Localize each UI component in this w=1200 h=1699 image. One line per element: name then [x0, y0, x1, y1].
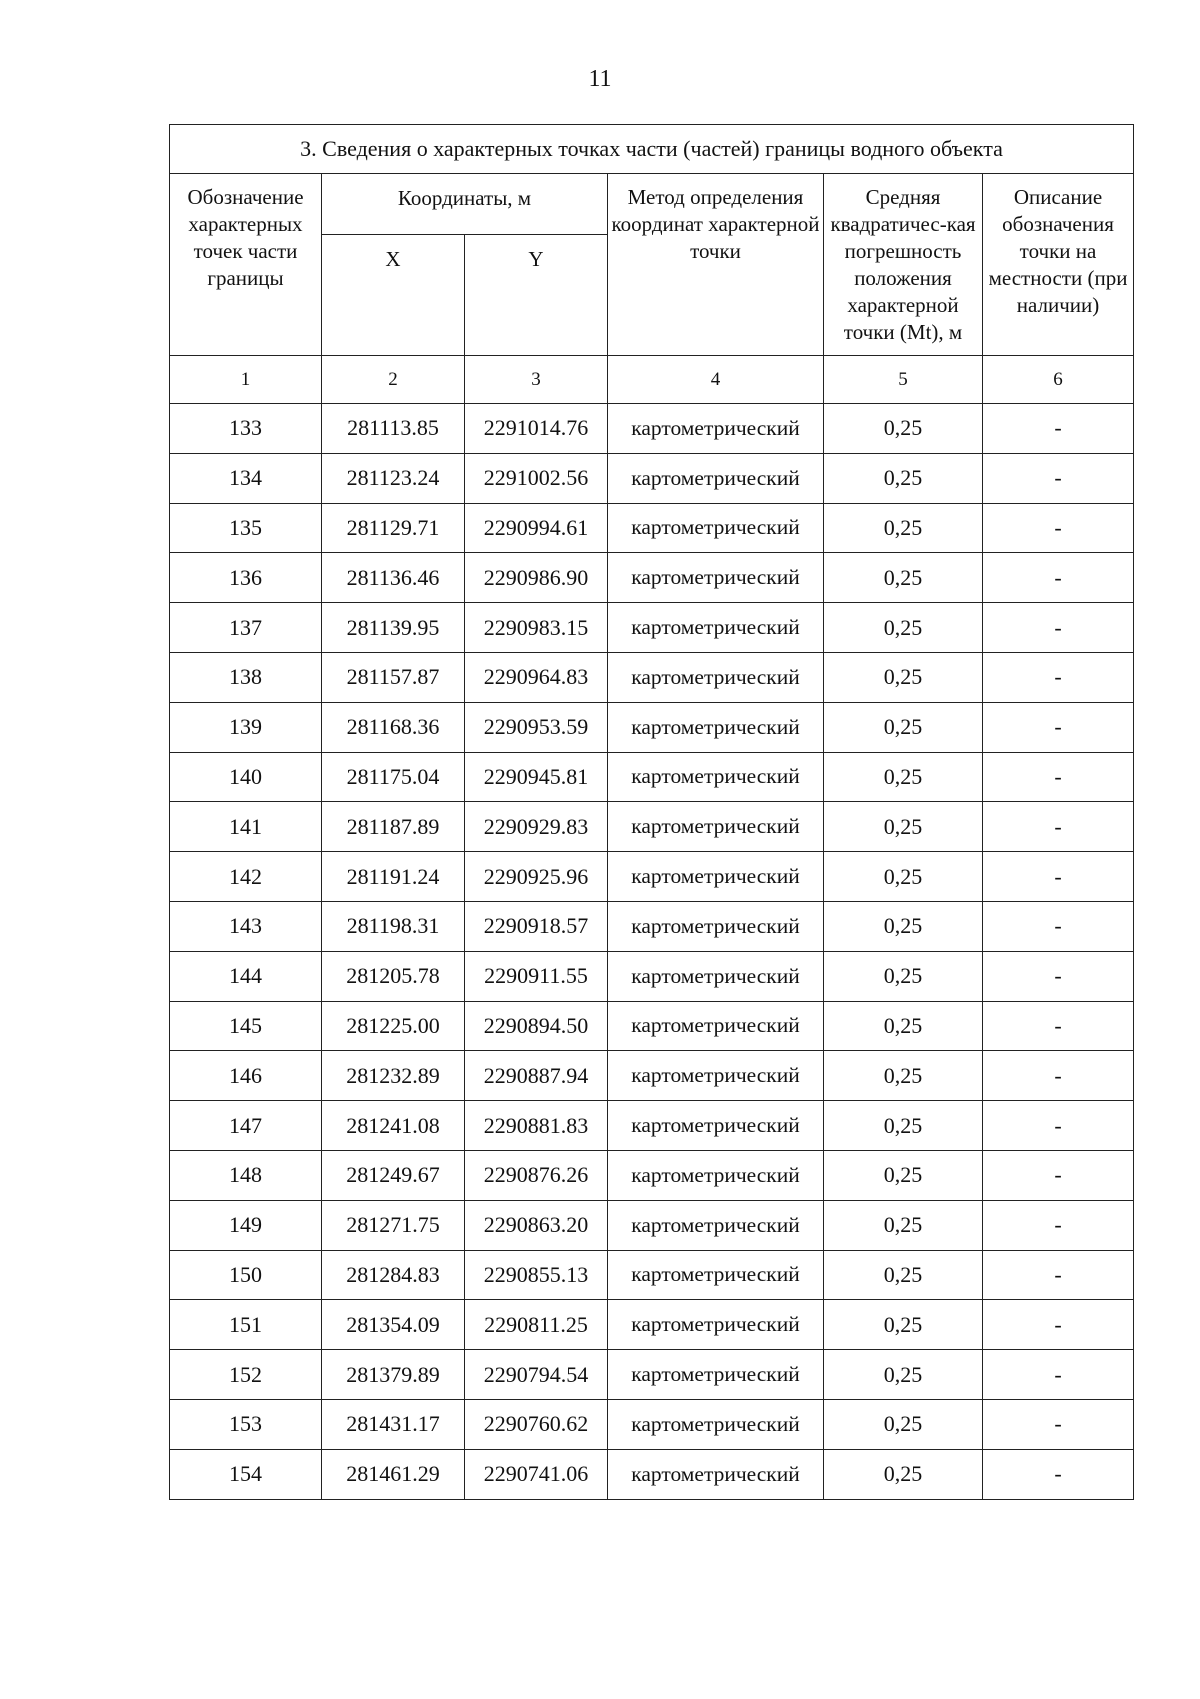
cell-x: 281354.09: [322, 1300, 465, 1350]
table-row: [170, 951, 1134, 1001]
boundary-points-table: [169, 124, 1134, 1500]
cell-x: 281168.36: [322, 702, 465, 752]
table-row: [170, 603, 1134, 653]
header-x: X: [322, 235, 465, 356]
cell-error: 0,25: [824, 553, 983, 603]
cell-error: 0,25: [824, 603, 983, 653]
cell-x: 281461.29: [322, 1449, 465, 1499]
cell-y: 2290855.13: [465, 1250, 608, 1300]
cell-point: 151: [170, 1300, 322, 1350]
cell-method: картометрический: [608, 404, 824, 454]
cell-y: 2291002.56: [465, 453, 608, 503]
table-row: [170, 901, 1134, 951]
cell-x: 281123.24: [322, 453, 465, 503]
cell-point: 141: [170, 802, 322, 852]
table-row: [170, 702, 1134, 752]
cell-y: 2290925.96: [465, 852, 608, 902]
cell-error: 0,25: [824, 503, 983, 553]
column-number: 6: [983, 356, 1134, 404]
cell-method: картометрический: [608, 901, 824, 951]
cell-error: 0,25: [824, 404, 983, 454]
cell-y: 2290994.61: [465, 503, 608, 553]
cell-point: 134: [170, 453, 322, 503]
cell-error: 0,25: [824, 453, 983, 503]
table-row: [170, 404, 1134, 454]
cell-error: 0,25: [824, 1350, 983, 1400]
cell-method: картометрический: [608, 1051, 824, 1101]
cell-description: -: [983, 1051, 1134, 1101]
cell-point: 145: [170, 1001, 322, 1051]
column-number-row: [170, 356, 1134, 404]
cell-x: 281205.78: [322, 951, 465, 1001]
cell-error: 0,25: [824, 1101, 983, 1151]
cell-y: 2290741.06: [465, 1449, 608, 1499]
cell-x: 281225.00: [322, 1001, 465, 1051]
table-row: [170, 802, 1134, 852]
cell-method: картометрический: [608, 1399, 824, 1449]
cell-point: 146: [170, 1051, 322, 1101]
header-error: Средняя квадратичес-кая погрешность положения характерной точки (Mt), м: [824, 174, 983, 356]
cell-error: 0,25: [824, 1001, 983, 1051]
cell-description: -: [983, 553, 1134, 603]
cell-description: -: [983, 802, 1134, 852]
cell-description: -: [983, 603, 1134, 653]
cell-method: картометрический: [608, 1101, 824, 1151]
cell-method: картометрический: [608, 702, 824, 752]
column-number: 5: [824, 356, 983, 404]
table-body: [170, 356, 1134, 1500]
table-row: [170, 752, 1134, 802]
cell-method: картометрический: [608, 503, 824, 553]
cell-error: 0,25: [824, 1051, 983, 1101]
cell-error: 0,25: [824, 901, 983, 951]
cell-description: -: [983, 1001, 1134, 1051]
cell-y: 2290863.20: [465, 1200, 608, 1250]
cell-description: -: [983, 453, 1134, 503]
cell-y: 2290881.83: [465, 1101, 608, 1151]
cell-x: 281431.17: [322, 1399, 465, 1449]
cell-description: -: [983, 901, 1134, 951]
cell-point: 153: [170, 1399, 322, 1449]
cell-x: 281187.89: [322, 802, 465, 852]
cell-x: 281271.75: [322, 1200, 465, 1250]
cell-x: 281129.71: [322, 503, 465, 553]
cell-method: картометрический: [608, 852, 824, 902]
cell-x: 281139.95: [322, 603, 465, 653]
cell-description: -: [983, 702, 1134, 752]
cell-y: 2290964.83: [465, 652, 608, 702]
cell-x: 281198.31: [322, 901, 465, 951]
cell-point: 137: [170, 603, 322, 653]
cell-description: -: [983, 951, 1134, 1001]
cell-y: 2290929.83: [465, 802, 608, 852]
cell-point: 142: [170, 852, 322, 902]
table-row: [170, 1350, 1134, 1400]
cell-description: -: [983, 1250, 1134, 1300]
cell-description: -: [983, 1399, 1134, 1449]
cell-y: 2291014.76: [465, 404, 608, 454]
header-y: Y: [465, 235, 608, 356]
cell-method: картометрический: [608, 652, 824, 702]
cell-y: 2290918.57: [465, 901, 608, 951]
cell-method: картометрический: [608, 802, 824, 852]
cell-point: 144: [170, 951, 322, 1001]
table-row: [170, 652, 1134, 702]
cell-y: 2290811.25: [465, 1300, 608, 1350]
cell-x: 281136.46: [322, 553, 465, 603]
cell-description: -: [983, 1200, 1134, 1250]
column-number: 2: [322, 356, 465, 404]
cell-point: 148: [170, 1150, 322, 1200]
cell-y: 2290794.54: [465, 1350, 608, 1400]
cell-error: 0,25: [824, 1399, 983, 1449]
table-row: [170, 1250, 1134, 1300]
cell-point: 139: [170, 702, 322, 752]
cell-error: 0,25: [824, 652, 983, 702]
header-point: Обозначение характерных точек части границы: [170, 174, 322, 356]
cell-point: 154: [170, 1449, 322, 1499]
cell-point: 138: [170, 652, 322, 702]
cell-error: 0,25: [824, 702, 983, 752]
cell-x: 281175.04: [322, 752, 465, 802]
table-row: [170, 1051, 1134, 1101]
cell-description: -: [983, 1300, 1134, 1350]
cell-description: -: [983, 1449, 1134, 1499]
table-row: [170, 503, 1134, 553]
cell-error: 0,25: [824, 852, 983, 902]
cell-point: 140: [170, 752, 322, 802]
table-row: [170, 1101, 1134, 1151]
cell-x: 281191.24: [322, 852, 465, 902]
cell-y: 2290953.59: [465, 702, 608, 752]
cell-x: 281284.83: [322, 1250, 465, 1300]
cell-y: 2290983.15: [465, 603, 608, 653]
cell-description: -: [983, 404, 1134, 454]
cell-method: картометрический: [608, 1449, 824, 1499]
cell-error: 0,25: [824, 1250, 983, 1300]
cell-point: 135: [170, 503, 322, 553]
cell-method: картометрический: [608, 553, 824, 603]
table-header: [170, 125, 1134, 356]
cell-method: картометрический: [608, 1300, 824, 1350]
cell-description: -: [983, 652, 1134, 702]
cell-method: картометрический: [608, 1150, 824, 1200]
cell-error: 0,25: [824, 1150, 983, 1200]
cell-description: -: [983, 1150, 1134, 1200]
table-row: [170, 1150, 1134, 1200]
cell-method: картометрический: [608, 1001, 824, 1051]
cell-method: картометрический: [608, 603, 824, 653]
cell-error: 0,25: [824, 1300, 983, 1350]
cell-y: 2290887.94: [465, 1051, 608, 1101]
cell-y: 2290986.90: [465, 553, 608, 603]
cell-y: 2290911.55: [465, 951, 608, 1001]
cell-error: 0,25: [824, 1449, 983, 1499]
cell-x: 281249.67: [322, 1150, 465, 1200]
table-row: [170, 453, 1134, 503]
cell-description: -: [983, 752, 1134, 802]
cell-method: картометрический: [608, 752, 824, 802]
table-row: [170, 852, 1134, 902]
cell-point: 149: [170, 1200, 322, 1250]
cell-x: 281157.87: [322, 652, 465, 702]
cell-error: 0,25: [824, 1200, 983, 1250]
header-description: Описание обозначения точки на местности (при наличии): [983, 174, 1134, 356]
header-coordinates: Координаты, м: [322, 174, 608, 235]
cell-x: 281379.89: [322, 1350, 465, 1400]
cell-point: 136: [170, 553, 322, 603]
cell-x: 281241.08: [322, 1101, 465, 1151]
cell-method: картометрический: [608, 951, 824, 1001]
cell-error: 0,25: [824, 752, 983, 802]
cell-point: 143: [170, 901, 322, 951]
cell-description: -: [983, 1101, 1134, 1151]
cell-point: 133: [170, 404, 322, 454]
cell-method: картометрический: [608, 1350, 824, 1400]
table-row: [170, 1399, 1134, 1449]
cell-method: картометрический: [608, 1250, 824, 1300]
cell-description: -: [983, 1350, 1134, 1400]
cell-method: картометрический: [608, 453, 824, 503]
table-row: [170, 1449, 1134, 1499]
cell-point: 150: [170, 1250, 322, 1300]
cell-error: 0,25: [824, 802, 983, 852]
cell-error: 0,25: [824, 951, 983, 1001]
column-number: 3: [465, 356, 608, 404]
table-row: [170, 1200, 1134, 1250]
cell-x: 281232.89: [322, 1051, 465, 1101]
table-row: [170, 553, 1134, 603]
cell-method: картометрический: [608, 1200, 824, 1250]
cell-y: 2290876.26: [465, 1150, 608, 1200]
section-title: 3. Сведения о характерных точках части (частей) границы водного объекта: [170, 125, 1134, 174]
cell-point: 152: [170, 1350, 322, 1400]
column-number: 4: [608, 356, 824, 404]
column-number: 1: [170, 356, 322, 404]
cell-y: 2290760.62: [465, 1399, 608, 1449]
cell-description: -: [983, 852, 1134, 902]
cell-description: -: [983, 503, 1134, 553]
table-row: [170, 1300, 1134, 1350]
cell-point: 147: [170, 1101, 322, 1151]
page-number: 11: [588, 66, 612, 92]
cell-y: 2290945.81: [465, 752, 608, 802]
header-method: Метод определения координат характерной точки: [608, 174, 824, 356]
cell-x: 281113.85: [322, 404, 465, 454]
table-row: [170, 1001, 1134, 1051]
cell-y: 2290894.50: [465, 1001, 608, 1051]
